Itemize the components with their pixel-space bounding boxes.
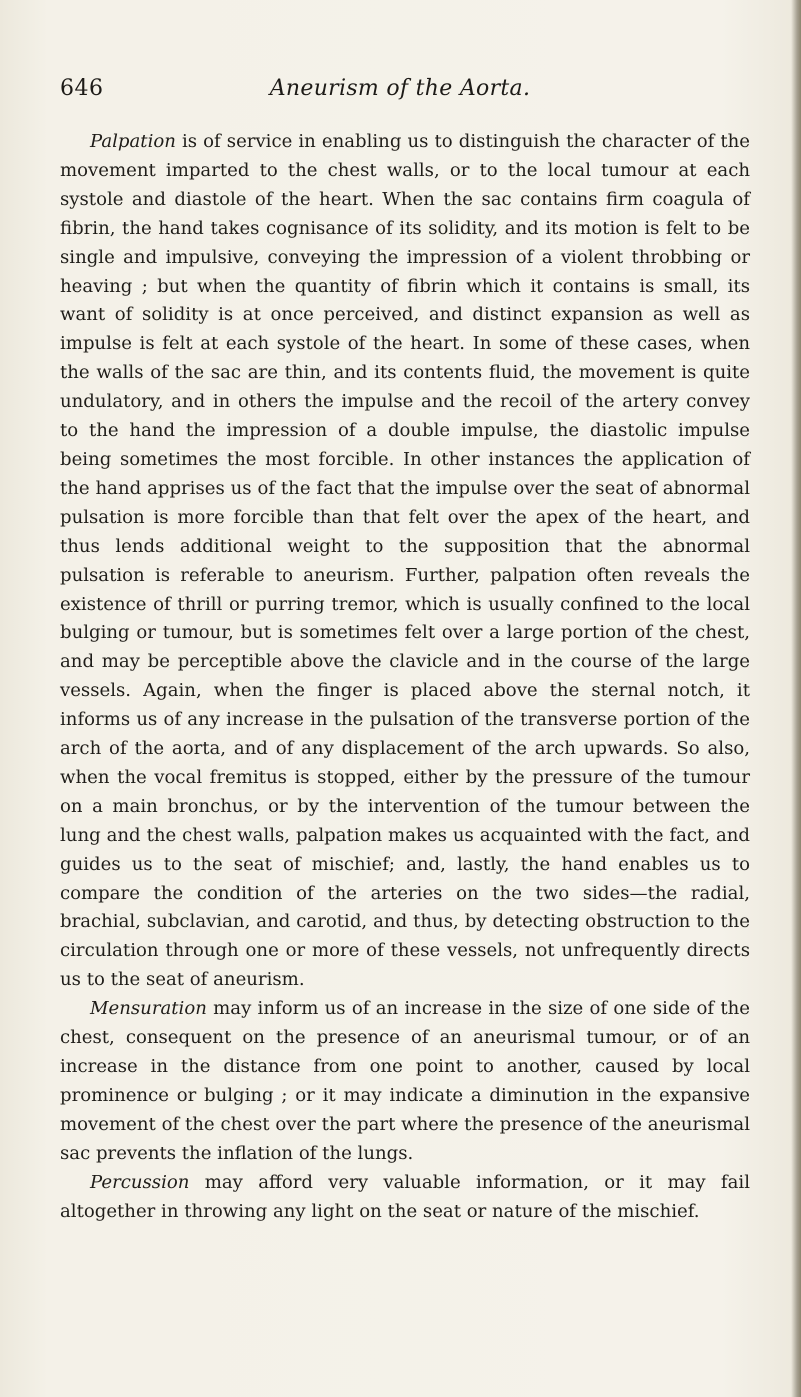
paragraph-palpation [60, 128, 750, 995]
paragraph-mensuration [60, 995, 750, 1168]
paragraph-percussion [60, 1169, 750, 1227]
term-mensuration: Mensuration [90, 998, 207, 1020]
term-percussion: Percussion [90, 1171, 190, 1193]
running-title: Aneurism of the Aorta. [269, 76, 531, 101]
paragraph-text: may inform us of an increase in the size of one side of the chest, consequent on the presence of an aneurismal tumour, or of an increase in the distance from one point to another, caused by local prominence or bulging ; or it may indicate a diminution in the expansive movement of the chest over the part where the presence of the aneurismal sac prevents the inflation of the lungs. [60, 998, 750, 1164]
page-header [60, 76, 760, 110]
term-palpation: Palpation [90, 131, 176, 152]
paragraph-text: is of service in enabling us to distinguish the character of the movement imparted to the chest walls, or to the local tumour at each systole and diastole of the heart. When the sac contains firm coagula of fibrin, the hand takes cognisance of its solidity, and its motion is felt to be single and impulsive, conveying the impression of a violent throbbing or heaving ; but when the quantity of fibrin which it contains is small, its want of solidity is at once perceived, and distinct expansion as well as impulse is felt at each systole of the heart. In some of these cases, when the walls of the sac are thin, and its contents fluid, the movement is quite undulatory, and in others the impulse and the recoil of the artery convey to the hand the impression of a double impulse, the diastolic impulse being sometimes the most forcible. In other instances the application of the hand apprises us of the fact that the impulse over the seat of abnormal pulsation is more forcible than that felt over the apex of the heart, and thus lends additional weight to the supposition that the abnormal pulsation is referable to aneurism. Further, palpation often reveals the existence of thrill or purring tremor, which is usually confined to the local bulging or tumour, but is sometimes felt over a large portion of the chest, and may be perceptible above the clavicle and in the course of the large vessels. Again, when the finger is placed above the sternal notch, it informs us of any increase in the pulsation of the transverse portion of the arch of the aorta, and of any displacement of the arch upwards. So also, when the vocal fremitus is stopped, either by the pressure of the tumour on a main bronchus, or by the intervention of the tumour between the lung and the chest walls, palpation makes us acquainted with the fact, and guides us to the seat of mischief; and, lastly, the hand enables us to compare the condition of the arteries on the two sides—the radial, brachial, subclavian, and carotid, and thus, by detecting obstruction to the circulation through one or more of these vessels, not unfrequently directs us to the seat of aneurism. [60, 131, 750, 991]
page-edge-shadow [791, 0, 801, 1397]
body-text [60, 128, 750, 1226]
page-number: 646 [60, 76, 104, 101]
paragraph-text: may afford very valuable information, or it may fail altogether in throwing any light on the seat or nature of the mischief. [60, 1171, 750, 1222]
